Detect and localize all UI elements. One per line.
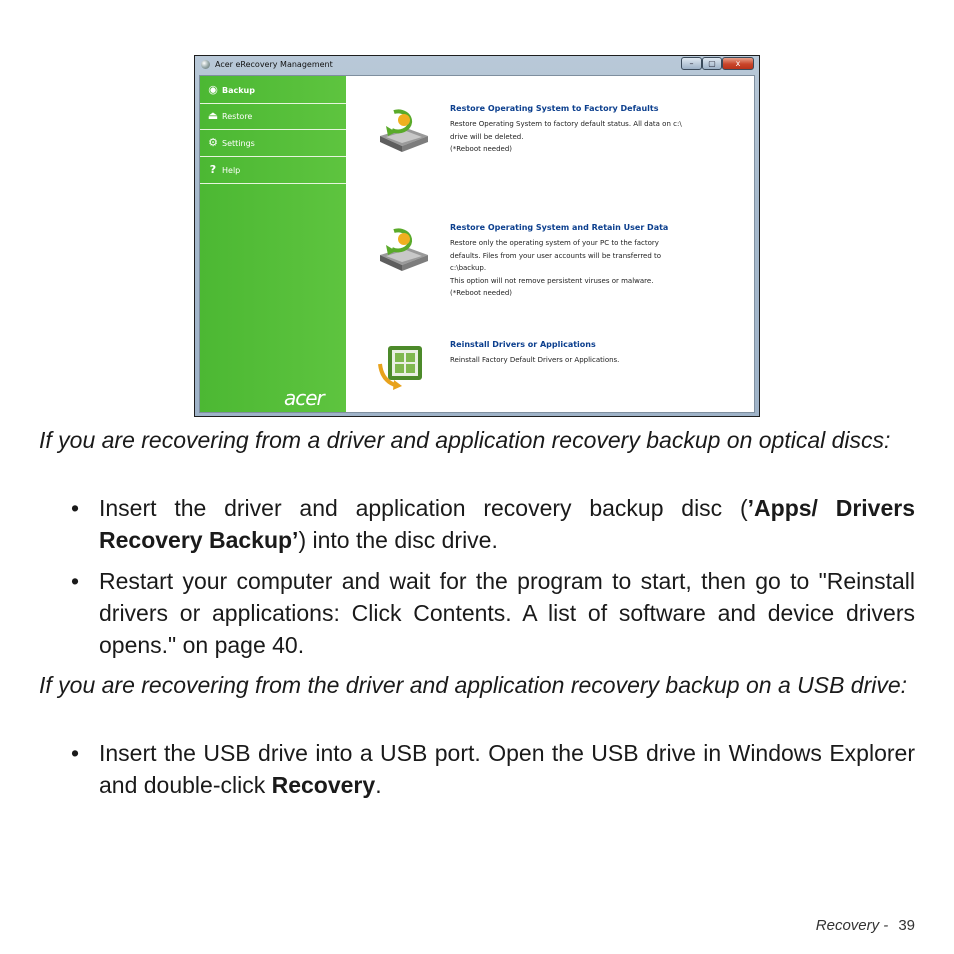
intro-optical-discs: If you are recovering from a driver and application recovery backup on optical discs: bbox=[39, 427, 891, 453]
option-description: (*Reboot needed) bbox=[450, 145, 513, 153]
page-number: 39 bbox=[898, 917, 915, 934]
bullet-text: Insert the driver and application recovery backup disc ( bbox=[99, 495, 748, 521]
sidebar-item-restore[interactable] bbox=[200, 106, 346, 130]
erecovery-window bbox=[194, 55, 760, 417]
bullet-text: ) into the disc drive. bbox=[298, 527, 498, 553]
option-description: Restore only the operating system of your PC to the factory bbox=[450, 239, 659, 247]
sidebar-item-backup[interactable] bbox=[200, 80, 346, 104]
minimize-button[interactable]: – bbox=[681, 57, 702, 70]
maximize-button[interactable]: ▢ bbox=[702, 57, 722, 70]
title-bar[interactable] bbox=[195, 56, 759, 74]
option-description: This option will not remove persistent viruses or malware. bbox=[450, 276, 654, 285]
bullet-symbol: • bbox=[71, 740, 80, 766]
option-title[interactable]: Reinstall Drivers or Applications bbox=[450, 340, 596, 349]
list-item bbox=[71, 565, 915, 661]
option-title[interactable]: Restore Operating System to Factory Defaults bbox=[450, 104, 659, 113]
disc-icon: ◉ bbox=[208, 83, 218, 96]
footer-section: Recovery - bbox=[815, 917, 889, 934]
bold-disc-name: ’Apps/ Drivers Recovery Backup’ bbox=[99, 495, 915, 553]
question-icon: ? bbox=[209, 163, 217, 176]
sidebar-item-settings[interactable] bbox=[200, 133, 346, 157]
sidebar-item-label: Help bbox=[222, 166, 241, 175]
option-description: drive will be deleted. bbox=[450, 132, 524, 141]
bullet-text: Restart your computer and wait for the program to start, then go to "Reinstall drivers or applications: Click Contents. A list of software and device drivers opens." on page 40. bbox=[99, 568, 915, 658]
option-title[interactable]: Restore Operating System and Retain User Data bbox=[450, 223, 669, 232]
sidebar-item-label: Restore bbox=[222, 112, 253, 121]
app-icon bbox=[201, 60, 210, 69]
bold-recovery: Recovery bbox=[271, 772, 376, 798]
page-footer bbox=[700, 917, 915, 934]
list-item bbox=[71, 492, 915, 556]
sidebar-item-label: Backup bbox=[222, 86, 255, 95]
intro-usb-drive: If you are recovering from the driver and application recovery backup on a USB drive: bbox=[39, 672, 908, 698]
sidebar bbox=[200, 76, 346, 412]
acer-logo: acer bbox=[284, 386, 324, 410]
option-description: Reinstall Factory Default Drivers or Applications. bbox=[450, 356, 620, 364]
option-description: c:\backup. bbox=[450, 264, 487, 272]
option-description: (*Reboot needed) bbox=[450, 289, 513, 297]
bullet-symbol: • bbox=[71, 495, 80, 521]
apps-drivers-icon bbox=[376, 342, 430, 390]
close-button[interactable]: x bbox=[722, 57, 754, 70]
gear-icon: ⚙ bbox=[208, 136, 218, 149]
bullet-text: Insert the USB drive into a USB port. Open the USB drive in Windows Explorer and double-click bbox=[99, 740, 915, 798]
window-content bbox=[199, 75, 755, 413]
list-item bbox=[71, 737, 915, 801]
bullet-symbol: • bbox=[71, 568, 80, 594]
window-title: Acer eRecovery Management bbox=[215, 60, 333, 69]
bullet-text: . bbox=[375, 772, 382, 798]
drive-restore-icon bbox=[376, 106, 430, 154]
sidebar-item-help[interactable] bbox=[200, 160, 346, 184]
option-description: Restore Operating System to factory default status. All data on c:\ bbox=[450, 120, 682, 128]
option-description: defaults. Files from your user accounts will be transferred to bbox=[450, 251, 662, 260]
drive-restore-icon bbox=[376, 225, 430, 273]
sidebar-item-label: Settings bbox=[222, 139, 255, 148]
restore-icon: ⏏ bbox=[207, 109, 219, 122]
